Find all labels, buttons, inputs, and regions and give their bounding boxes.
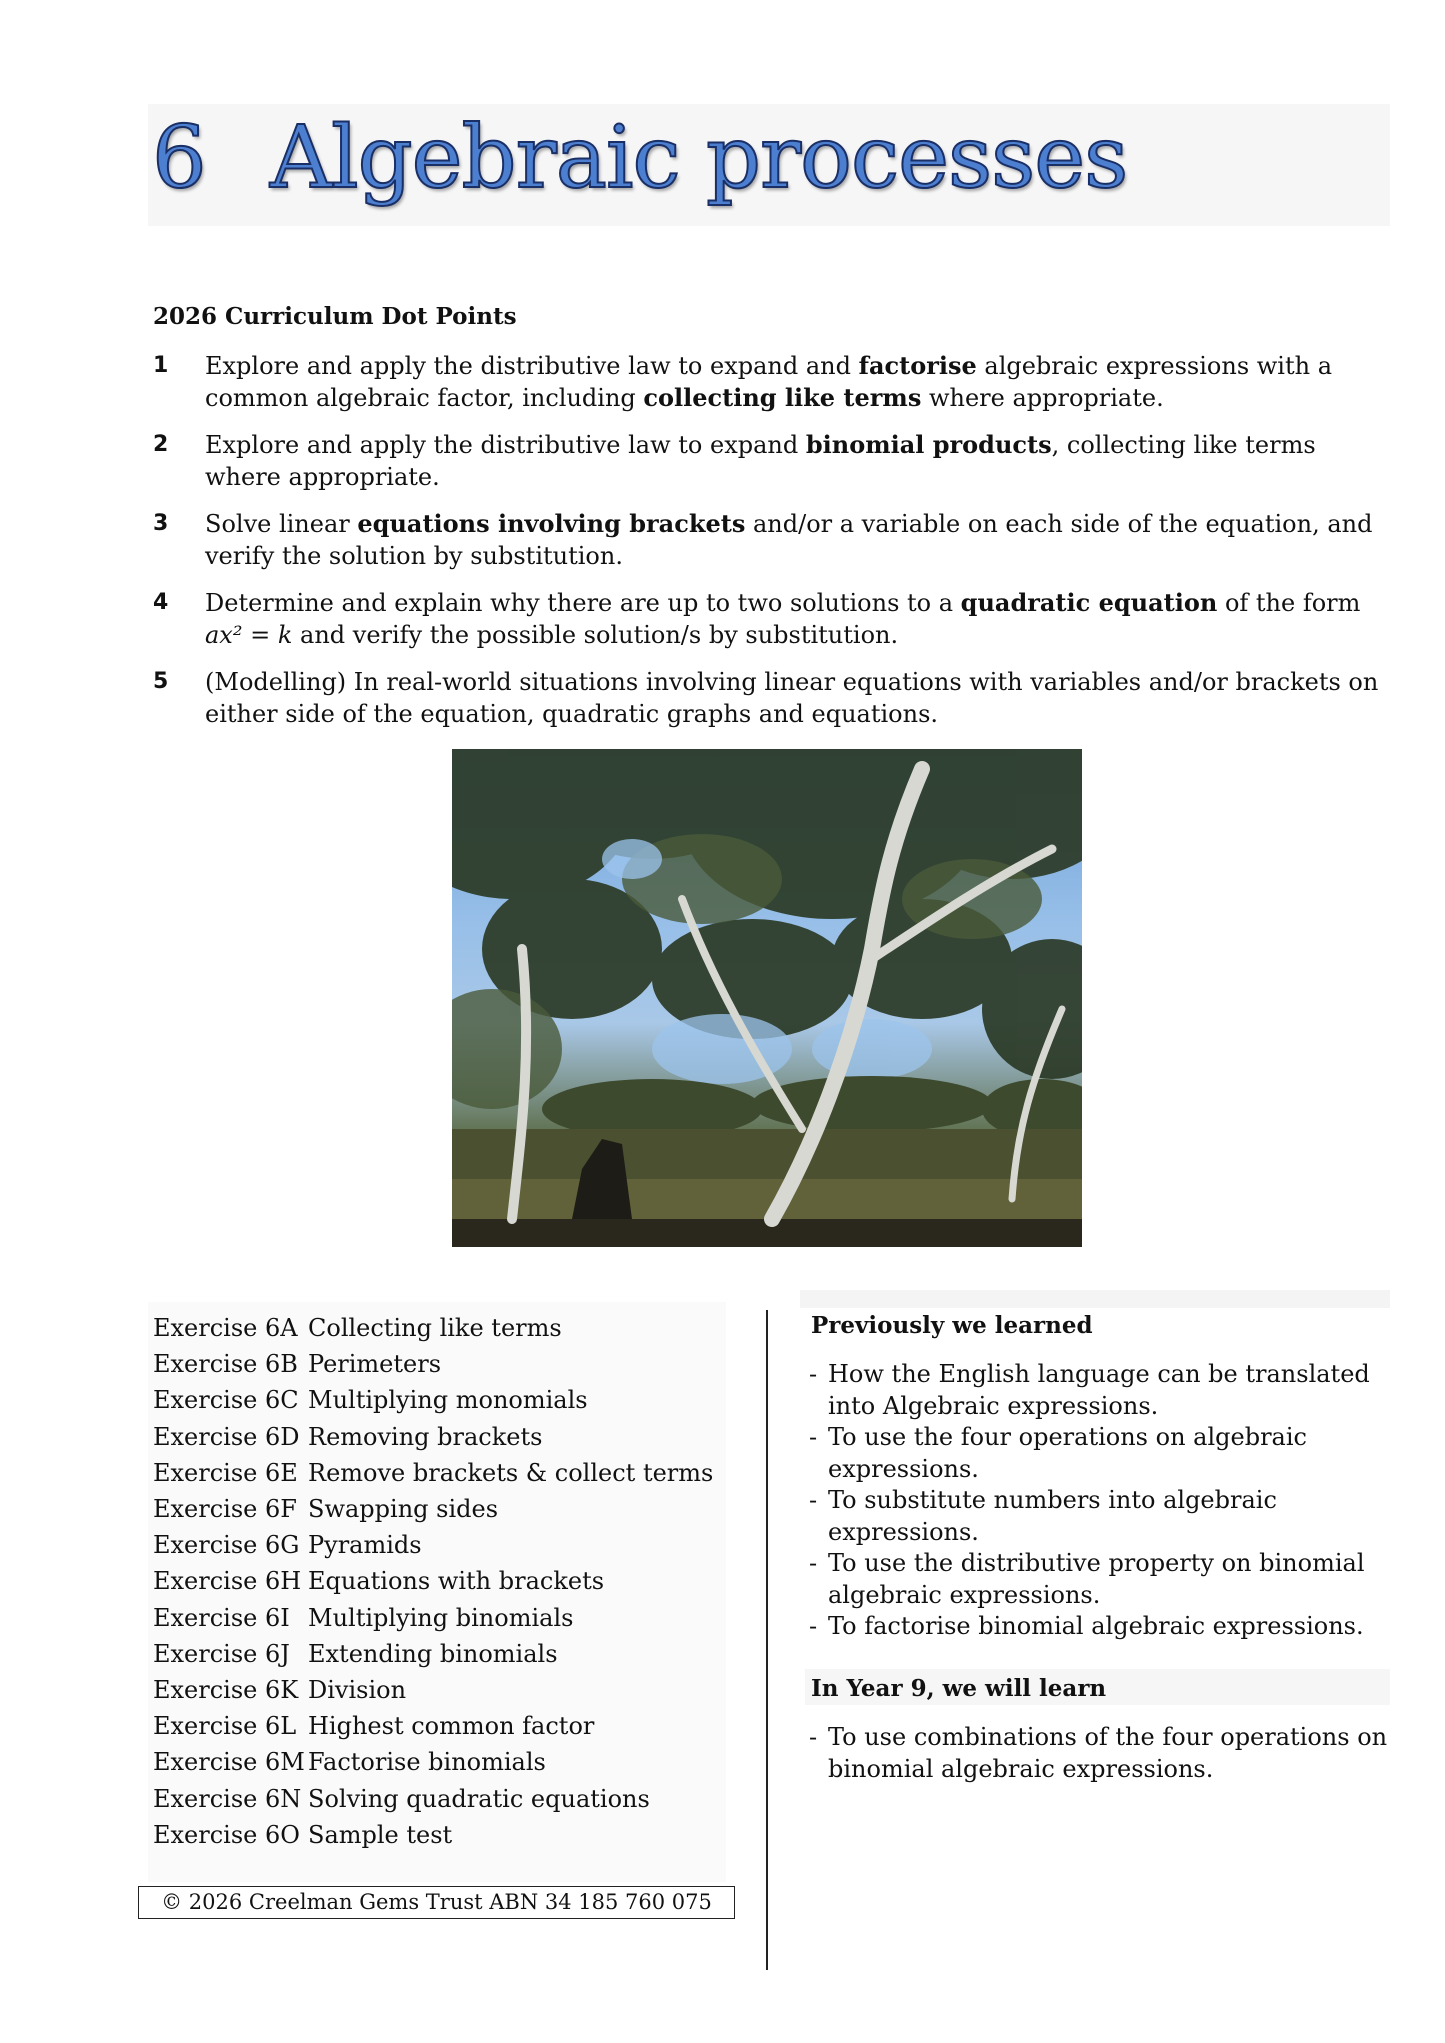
math-expression: ax² = k (205, 621, 293, 649)
exercise-code: Exercise 6H (153, 1567, 302, 1596)
bullet-dash: - (809, 1486, 818, 1514)
exercise-code: Exercise 6F (153, 1495, 297, 1524)
exercise-row (153, 1708, 713, 1744)
exercise-title: Division (308, 1675, 407, 1704)
previously-list (809, 1359, 1399, 1643)
exercise-title: Removing brackets (308, 1422, 543, 1451)
key-term: quadratic equation (960, 588, 1218, 617)
point-text-segment: and verify the possible solution/s by substitution. (292, 621, 899, 649)
bullet-dash: - (809, 1360, 818, 1388)
exercise-title: Pyramids (308, 1531, 422, 1560)
point-text-segment: , collecting like terms where appropriate. (205, 431, 1316, 491)
bullet-dash: - (809, 1423, 818, 1451)
year9-list (809, 1722, 1399, 1785)
bullet-text: To use the four operations on algebraic expressions. (828, 1423, 1307, 1483)
exercise-title: Solving quadratic equations (308, 1784, 650, 1813)
curriculum-point (153, 429, 1393, 493)
exercise-code: Exercise 6A (153, 1314, 298, 1343)
point-text-segment: where appropriate. (921, 384, 1164, 412)
previously-item (809, 1422, 1399, 1485)
exercise-code: Exercise 6L (153, 1712, 297, 1741)
bullet-text: To substitute numbers into algebraic expressions. (828, 1486, 1277, 1546)
exercise-row (153, 1563, 713, 1599)
exercise-code: Exercise 6J (153, 1639, 290, 1668)
exercise-title: Extending binomials (308, 1639, 558, 1668)
bullet-text: How the English language can be translated into Algebraic expressions. (828, 1360, 1370, 1420)
point-text (205, 429, 1393, 493)
exercise-row (153, 1672, 713, 1708)
exercise-row (153, 1817, 713, 1853)
exercise-title: Remove brackets & collect terms (308, 1458, 714, 1487)
landscape-photo (452, 749, 1082, 1247)
exercise-title: Factorise binomials (308, 1748, 546, 1777)
point-text-segment: Determine and explain why there are up to two solutions to a (205, 589, 961, 617)
exercise-row (153, 1780, 713, 1816)
exercise-row (153, 1310, 713, 1346)
point-text-segment: and/or a variable on each side of the equation, and verify the solution by substitution. (205, 510, 1373, 570)
year9-item (809, 1722, 1399, 1785)
bullet-dash: - (809, 1549, 818, 1577)
exercise-code: Exercise 6E (153, 1458, 298, 1487)
point-number: 1 (153, 353, 169, 378)
column-divider (766, 1310, 768, 1970)
point-number: 5 (153, 669, 169, 694)
year9-heading: In Year 9, we will learn (811, 1675, 1107, 1702)
exercise-code: Exercise 6B (153, 1350, 298, 1379)
exercise-title: Swapping sides (308, 1495, 499, 1524)
exercise-row (153, 1636, 713, 1672)
chapter-title-text: Algebraic processes (270, 108, 1128, 208)
exercise-code: Exercise 6K (153, 1675, 299, 1704)
point-text (205, 350, 1393, 414)
exercise-title: Multiplying binomials (308, 1603, 574, 1632)
exercise-code: Exercise 6O (153, 1820, 300, 1849)
exercise-row (153, 1455, 713, 1491)
point-number: 4 (153, 590, 169, 615)
exercise-row (153, 1346, 713, 1382)
exercise-row (153, 1491, 713, 1527)
exercise-row (153, 1382, 713, 1418)
previously-item (809, 1611, 1399, 1643)
exercise-title: Sample test (308, 1820, 453, 1849)
point-number: 3 (153, 511, 169, 536)
point-text-segment: algebraic expressions with a common algebraic factor, including (205, 352, 1333, 412)
exercise-code: Exercise 6D (153, 1422, 300, 1451)
exercise-title: Highest common factor (308, 1712, 595, 1741)
previously-item (809, 1359, 1399, 1422)
point-text-segment: Explore and apply the distributive law to expand (205, 431, 806, 459)
key-term: equations involving brackets (357, 509, 746, 538)
copyright-box: © 2026 Creelman Gems Trust ABN 34 185 760 075 (138, 1886, 735, 1919)
exercise-title: Collecting like terms (308, 1314, 562, 1343)
exercise-row (153, 1527, 713, 1563)
exercise-row (153, 1419, 713, 1455)
key-term: collecting like terms (643, 383, 922, 412)
previously-item (809, 1548, 1399, 1611)
exercise-code: Exercise 6I (153, 1603, 290, 1632)
curriculum-point (153, 666, 1393, 730)
exercise-row (153, 1600, 713, 1636)
exercise-list (153, 1310, 713, 1853)
curriculum-point (153, 508, 1393, 572)
exercise-code: Exercise 6C (153, 1386, 299, 1415)
exercise-title: Multiplying monomials (308, 1386, 588, 1415)
point-text-segment: Explore and apply the distributive law to expand and (205, 352, 859, 380)
curriculum-point (153, 587, 1393, 651)
point-text-segment: of the form (1217, 589, 1361, 617)
key-term: binomial products (805, 430, 1052, 459)
point-text (205, 508, 1393, 572)
curriculum-points (153, 350, 1393, 745)
bullet-dash: - (809, 1612, 818, 1640)
bullet-text: To use combinations of the four operations on binomial algebraic expressions. (828, 1723, 1388, 1783)
point-number: 2 (153, 432, 169, 457)
bullet-dash: - (809, 1723, 818, 1751)
bullet-text: To factorise binomial algebraic expressions. (828, 1612, 1364, 1640)
exercise-row (153, 1744, 713, 1780)
previously-heading: Previously we learned (811, 1312, 1093, 1339)
exercise-title: Equations with brackets (308, 1567, 605, 1596)
point-text (205, 587, 1393, 651)
exercise-code: Exercise 6N (153, 1784, 302, 1813)
curriculum-heading: 2026 Curriculum Dot Points (153, 303, 517, 330)
point-text (205, 666, 1393, 730)
point-text-segment: Solve linear (205, 510, 358, 538)
curriculum-point (153, 350, 1393, 414)
exercise-code: Exercise 6M (153, 1748, 305, 1777)
bullet-text: To use the distributive property on binomial algebraic expressions. (828, 1549, 1365, 1609)
exercise-title: Perimeters (308, 1350, 442, 1379)
chapter-number: 6 (152, 108, 206, 208)
chapter-title (152, 108, 1127, 208)
point-text-segment: (Modelling) In real-world situations involving linear equations with variables and/or brackets on either side of the equation, quadratic graphs and equations. (205, 668, 1379, 728)
exercise-code: Exercise 6G (153, 1531, 300, 1560)
key-term: factorise (858, 351, 977, 380)
previously-item (809, 1485, 1399, 1548)
right-band (800, 1290, 1390, 1308)
